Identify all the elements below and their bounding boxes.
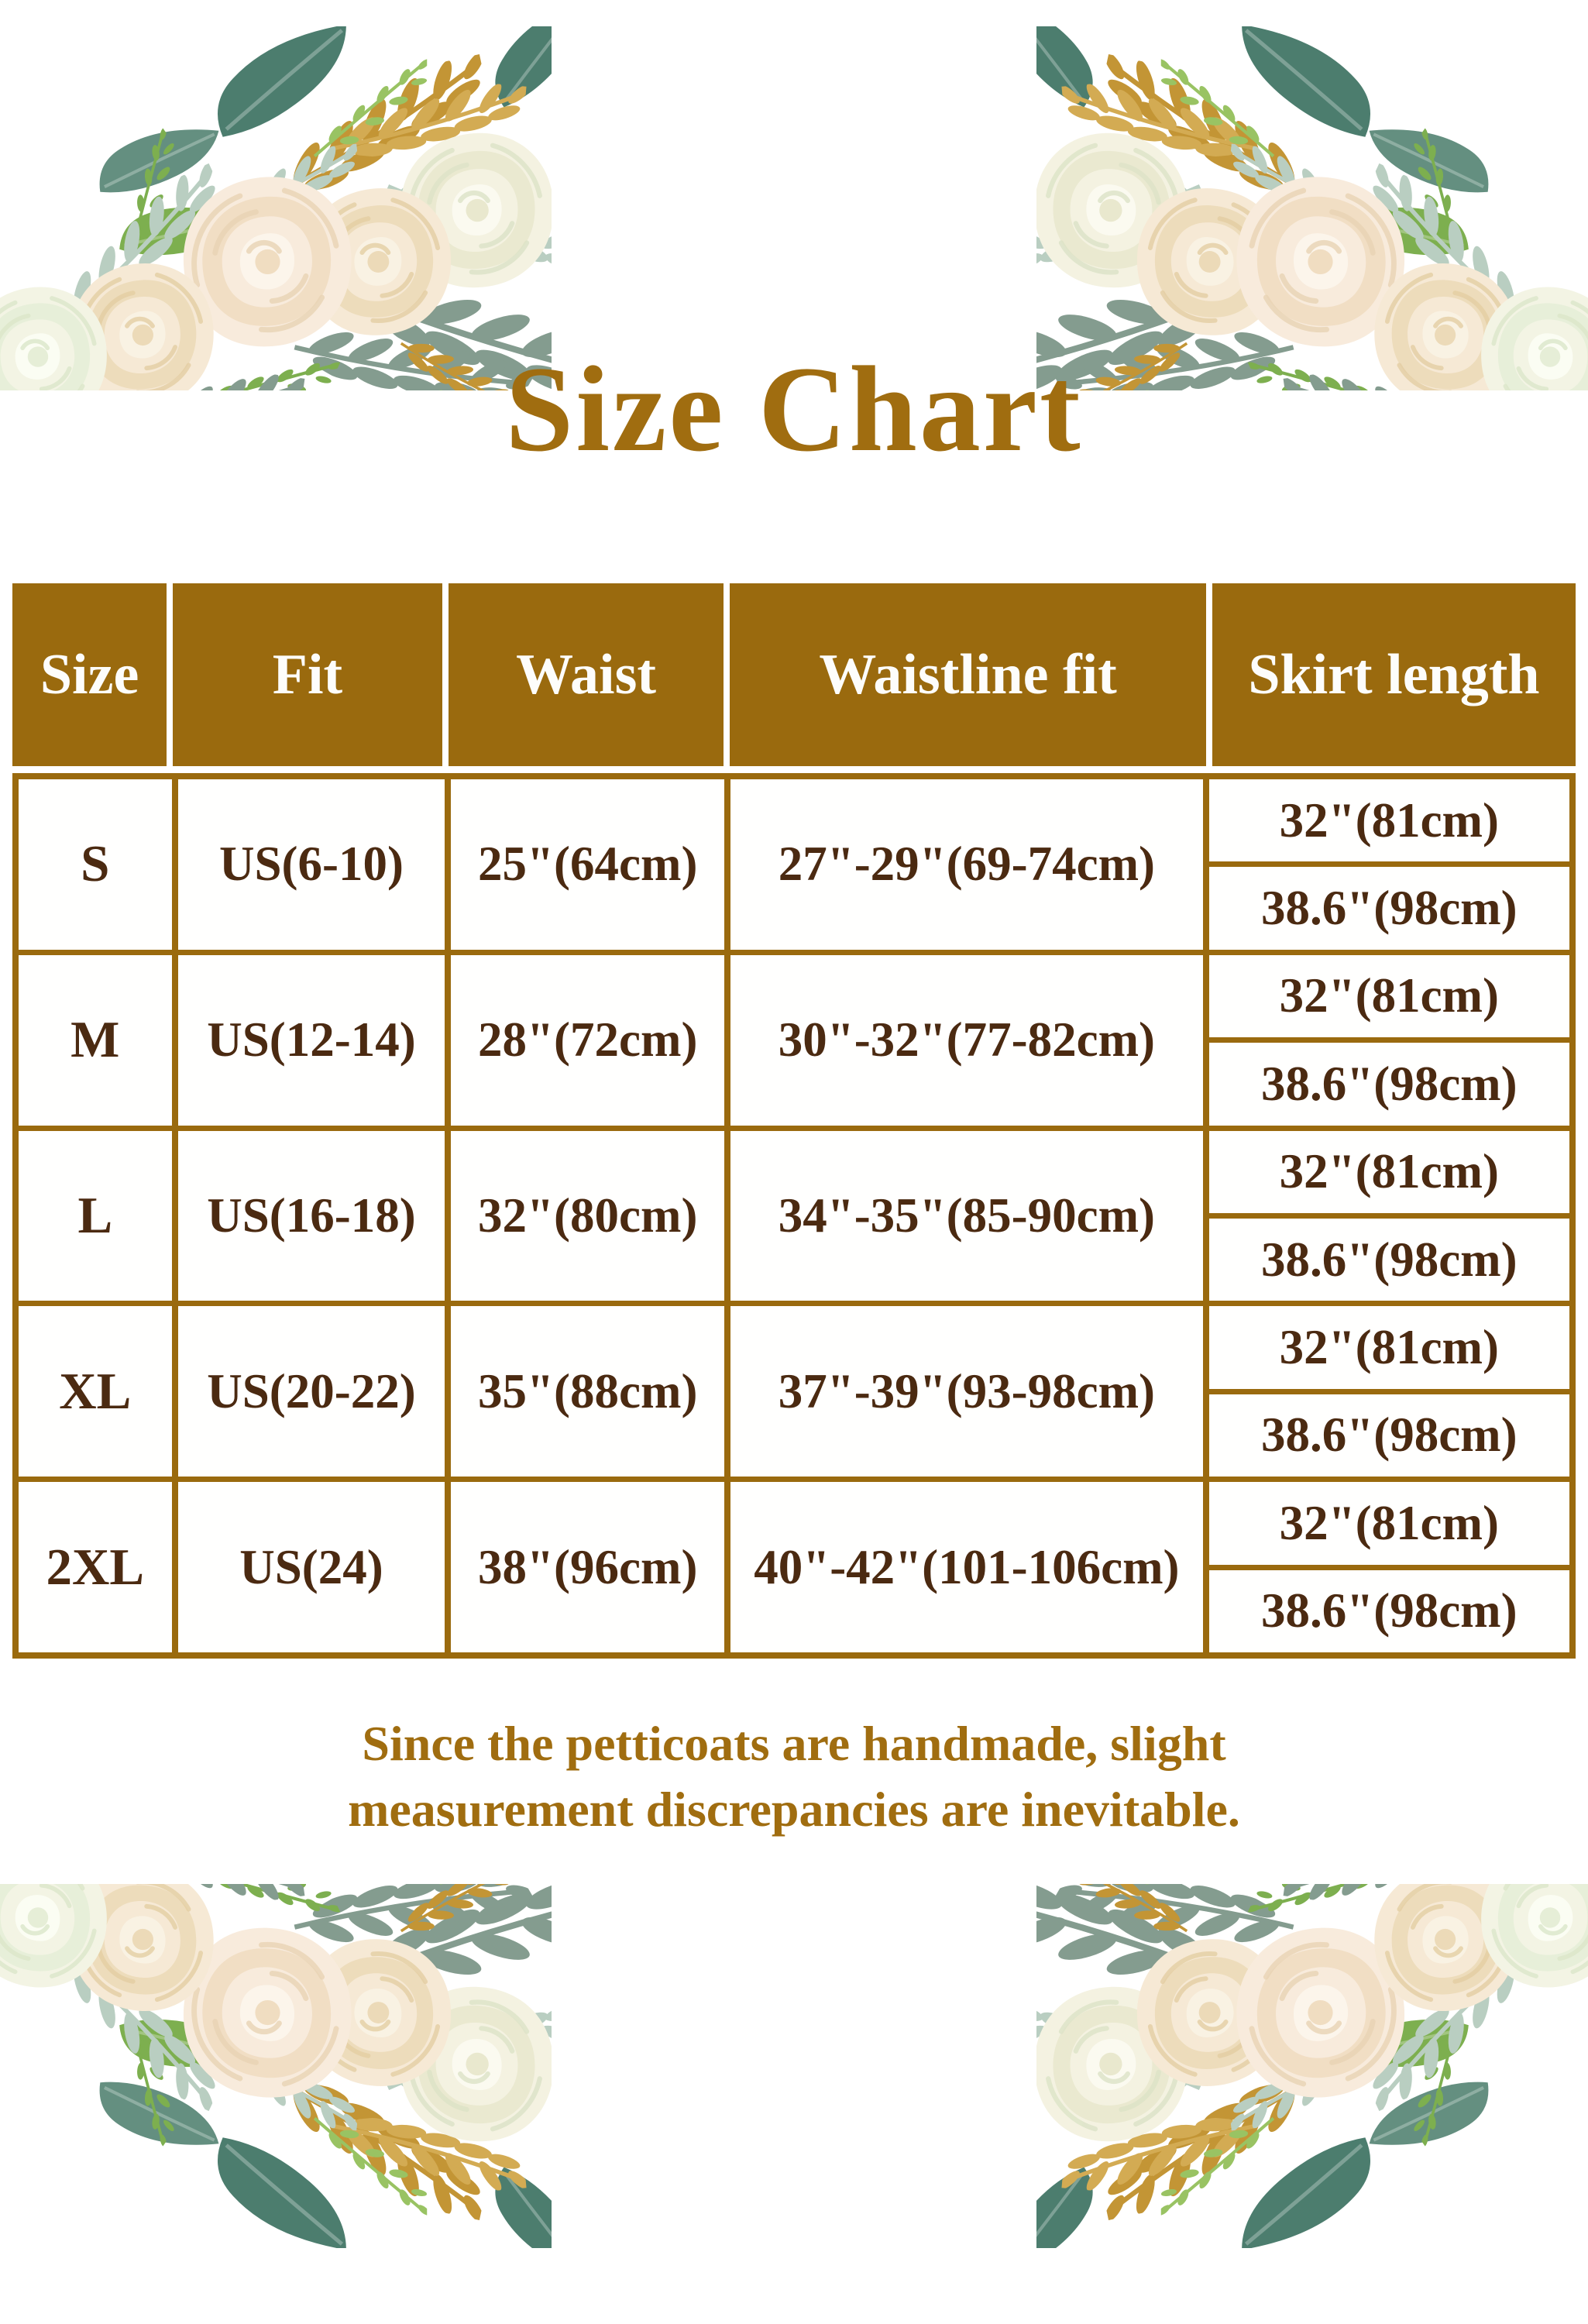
floral-corner-top-right	[1036, 26, 1588, 390]
cell-size: L	[19, 1131, 172, 1301]
cell-skirt-length: 38.6"(98cm)	[1209, 1570, 1569, 1652]
cell-size: M	[19, 955, 172, 1126]
cell-waist: 35"(88cm)	[451, 1306, 724, 1477]
cell-fit: US(12-14)	[178, 955, 445, 1126]
cell-waistline-fit: 40"-42"(101-106cm)	[730, 1482, 1203, 1652]
cell-skirt-length: 32"(81cm)	[1209, 1482, 1569, 1564]
cell-waistline-fit: 37"-39"(93-98cm)	[730, 1306, 1203, 1477]
cell-waist: 38"(96cm)	[451, 1482, 724, 1652]
cell-skirt-length: 32"(81cm)	[1209, 1131, 1569, 1213]
cell-size: S	[19, 779, 172, 950]
table-body	[12, 773, 1576, 1659]
header-fit: Fit	[173, 583, 442, 766]
header-waistline-fit: Waistline fit	[730, 583, 1206, 766]
page-title: Size Chart	[505, 342, 1083, 477]
cell-skirt-length: 38.6"(98cm)	[1209, 1043, 1569, 1125]
cell-fit: US(6-10)	[178, 779, 445, 950]
handmade-note-line-1: Since the petticoats are handmade, slight	[362, 1716, 1226, 1771]
cell-skirt-length: 38.6"(98cm)	[1209, 867, 1569, 949]
floral-corner-top-left	[0, 26, 552, 390]
cell-waist: 32"(80cm)	[451, 1131, 724, 1301]
cell-waistline-fit: 34"-35"(85-90cm)	[730, 1131, 1203, 1301]
handmade-note-line-2: measurement discrepancies are inevitable.	[348, 1782, 1240, 1838]
cell-skirt-length: 32"(81cm)	[1209, 955, 1569, 1037]
cell-skirt-length: 32"(81cm)	[1209, 1306, 1569, 1388]
cell-size: 2XL	[19, 1482, 172, 1652]
size-chart-table	[12, 583, 1576, 1659]
cell-skirt-length: 38.6"(98cm)	[1209, 1394, 1569, 1477]
cell-waist: 28"(72cm)	[451, 955, 724, 1126]
cell-fit: US(20-22)	[178, 1306, 445, 1477]
cell-fit: US(16-18)	[178, 1131, 445, 1301]
cell-fit: US(24)	[178, 1482, 445, 1652]
floral-corner-bottom-left	[0, 1884, 552, 2248]
cell-waist: 25"(64cm)	[451, 779, 724, 950]
handmade-note	[0, 1710, 1588, 1842]
cell-size: XL	[19, 1306, 172, 1477]
cell-waistline-fit: 30"-32"(77-82cm)	[730, 955, 1203, 1126]
table-header-row	[12, 583, 1576, 766]
header-waist: Waist	[449, 583, 724, 766]
cell-skirt-length: 38.6"(98cm)	[1209, 1219, 1569, 1301]
header-skirt-length: Skirt length	[1212, 583, 1576, 766]
cell-skirt-length: 32"(81cm)	[1209, 779, 1569, 861]
cell-waistline-fit: 27"-29"(69-74cm)	[730, 779, 1203, 950]
header-size: Size	[12, 583, 167, 766]
floral-corner-bottom-right	[1036, 1884, 1588, 2248]
